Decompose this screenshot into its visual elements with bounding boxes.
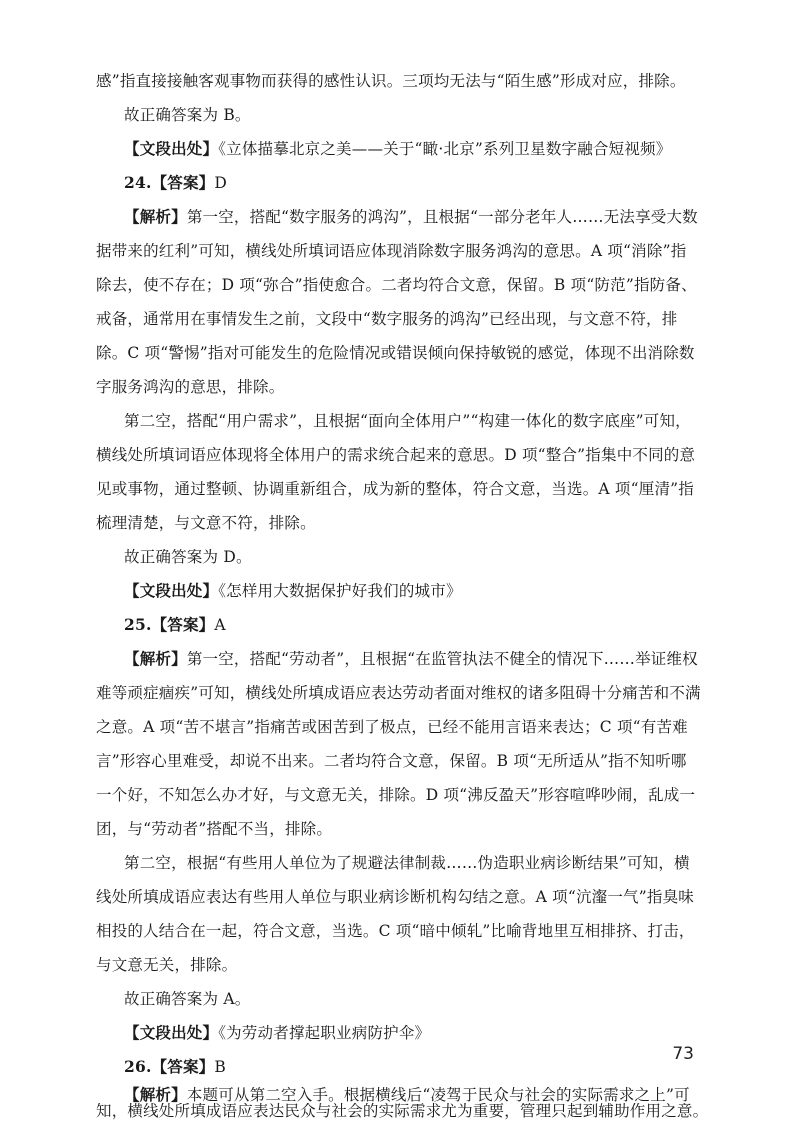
source-label: 【文段出处】 (124, 1023, 219, 1042)
source-line: 【文段出处】《怎样用大数据保护好我们的城市》 (124, 581, 462, 600)
text-line: 知，横线处所填成语应表达民众与社会的实际需求尤为重要，管理只起到辅助作用之意。 (96, 1102, 709, 1120)
text-line: 线处所填成语应表达有些用人单位与职业病诊断机构勾结之意。A 项“沆瀣一气”指臭味 (96, 888, 694, 906)
text-line: 第二空，根据“有些用人单位为了规避法律制裁……伪造职业病诊断结果”可知，横 (124, 854, 690, 872)
answer-label: 25.【答案】 (124, 615, 215, 634)
source-label: 【文段出处】 (124, 139, 219, 158)
text-line: 第二空，搭配“用户需求”，且根据“面向全体用户”“构建一体化的数字底座”可知， (124, 412, 691, 430)
text-line: 梳理清楚，与文意不符，排除。 (96, 514, 316, 532)
question-answer-heading: 26.【答案】B (124, 1057, 226, 1076)
text-line: 除。C 项“警惕”指对可能发生的危险情况或错误倾向保持敏锐的感觉，体现不出消除数 (96, 344, 695, 362)
text-line: 横线处所填词语应体现将全体用户的需求统合起来的意思。D 项“整合”指集中不同的意 (96, 446, 696, 464)
answer-label: 24.【答案】 (124, 173, 215, 192)
answer-line: 故正确答案为 A。 (124, 990, 251, 1008)
answer-line: 故正确答案为 B。 (124, 106, 251, 124)
text-line: 难等顽症痼疾”可知，横线处所填成语应表达劳动者面对维权的诸多阻碍十分痛苦和不满 (96, 684, 701, 702)
analysis-label: 【解析】 (124, 1085, 187, 1104)
text-line: 见或事物，通过整顿、协调重新组合，成为新的整体，符合文意，当选。A 项“厘清”指 (96, 480, 694, 498)
page-number: 73 (672, 1044, 694, 1064)
source-line: 【文段出处】《为劳动者撑起职业病防护伞》 (124, 1023, 431, 1042)
text-line: 戒备，通常用在事情发生之前，文段中“数字服务的鸿沟”已经出现，与文意不符，排 (96, 310, 678, 328)
text-line: 除去，使不存在；D 项“弥合”指使愈合。二者均符合文意，保留。B 项“防范”指防备、 (96, 276, 697, 294)
text-line: 字服务鸿沟的意思，排除。 (96, 378, 285, 396)
analysis-line: 【解析】第一空，搭配“劳动者”，且根据“在监管执法不健全的情况下……举证维权 (124, 649, 698, 668)
text-line: 与文意无关，排除。 (96, 956, 238, 974)
analysis-line: 【解析】第一空，搭配“数字服务的鸿沟”，且根据“一部分老年人……无法享受大数 (124, 207, 698, 226)
text-line: 言”形容心里难受，却说不出来。二者均符合文意，保留。B 项“无所适从”指不知听哪 (96, 752, 687, 770)
analysis-line: 【解析】本题可从第二空入手。根据横线后“凌驾于民众与社会的实际需求之上”可 (124, 1085, 690, 1104)
answer-line: 故正确答案为 D。 (124, 548, 252, 566)
text-line: 感”指直接接触客观事物而获得的感性认识。三项均无法与“陌生感”形成对应，排除。 (96, 72, 686, 90)
text-line: 据带来的红利”可知，横线处所填词语应体现消除数字服务鸿沟的意思。A 项“消除”指 (96, 242, 687, 260)
text-line: 团，与“劳动者”搭配不当，排除。 (96, 820, 333, 838)
source-line: 【文段出处】《立体描摹北京之美——关于“瞰·北京”系列卫星数字融合短视频》 (124, 139, 672, 158)
analysis-label: 【解析】 (124, 649, 187, 668)
analysis-label: 【解析】 (124, 207, 187, 226)
question-answer-heading: 24.【答案】D (124, 173, 228, 192)
text-line: 一个好，不知怎么办才好，与文意无关，排除。D 项“沸反盈天”形容喧哗吵闹，乱成一 (96, 786, 696, 804)
source-label: 【文段出处】 (124, 581, 219, 600)
question-answer-heading: 25.【答案】A (124, 615, 226, 634)
answer-label: 26.【答案】 (124, 1057, 215, 1076)
text-line: 相投的人结合在一起，符合文意，当选。C 项“暗中倾轧”比喻背地里互相排挤、打击， (96, 922, 695, 940)
text-line: 之意。A 项“苦不堪言”指痛苦或困苦到了极点，已经不能用言语来表达；C 项“有苦难 (96, 718, 688, 736)
